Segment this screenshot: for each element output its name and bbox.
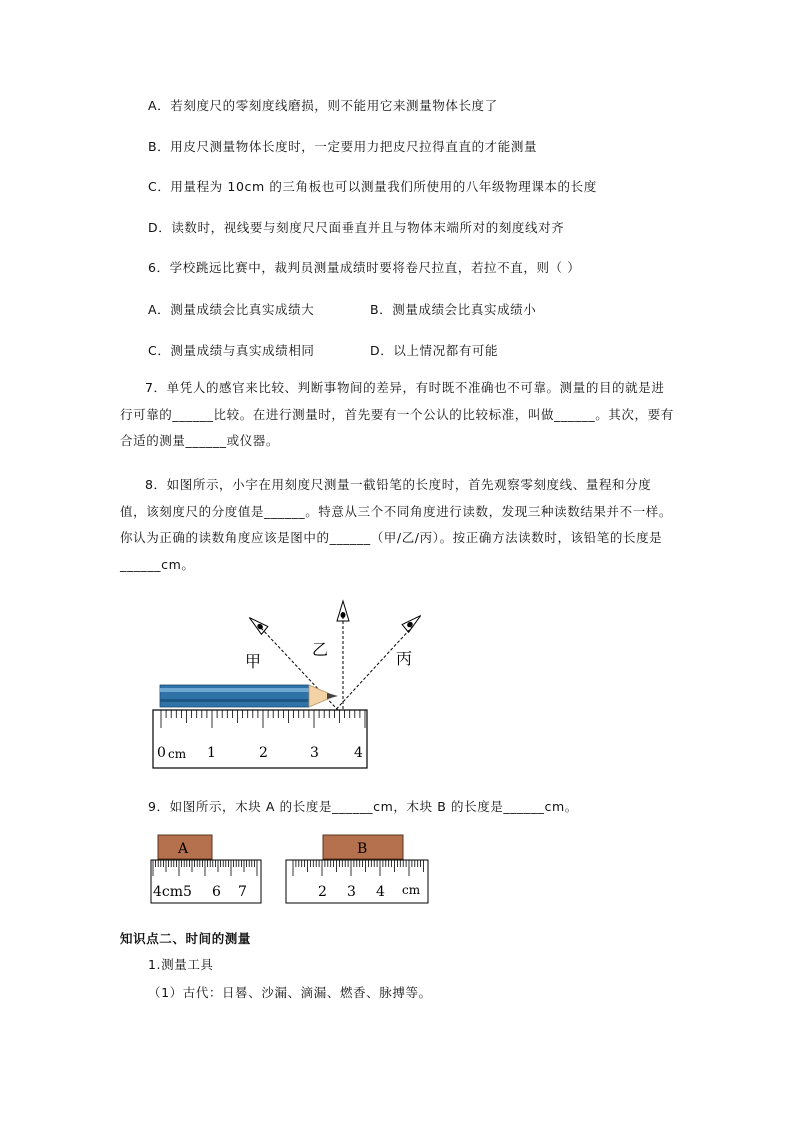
question-8: 8．如图所示，小宇在用刻度尺测量一截铅笔的长度时，首先观察零刻度线、量程和分度值，该刻度尺的分度值是______。特意从三个不同角度进行读数，发现三种读数结果并不一样。你认为正确的读数角度应该是图中的______（甲/乙/丙）。按正确方法读数时，该铅笔的长度是______cm。 — [120, 477, 673, 572]
ruler — [153, 710, 367, 768]
block-b-label: B — [357, 841, 368, 857]
option-6d: D．以上情况都有可能 — [370, 343, 499, 358]
option-5a: A．若刻度尺的零刻度线磨损，则不能用它来测量物体长度了 — [148, 98, 498, 113]
ruler-number-2: 2 — [259, 745, 268, 761]
option-6b: B．测量成绩会比真实成绩小 — [370, 302, 537, 317]
block-b-figure — [283, 834, 433, 906]
ruler-b-label-4: 4 — [376, 884, 385, 900]
section-item-1: 1.测量工具 — [148, 957, 214, 972]
option-5c: C．用量程为 10cm 的三角板也可以测量我们所使用的八年级物理课本的长度 — [148, 179, 597, 194]
eye-icon-yi — [337, 601, 349, 621]
ruler-b-label-2: 2 — [318, 884, 327, 900]
section-heading: 知识点二、时间的测量 — [120, 931, 252, 946]
option-6c: C．测量成绩与真实成绩相同 — [148, 343, 315, 358]
eye-icon-bing — [402, 612, 424, 633]
question-7: 7．单凭人的感官来比较、判断事物间的差异，有时既不准确也不可靠。测量的目的就是进行可靠的______比较。在进行测量时，首先要有一个公认的比较标准，叫做______。其次，要有合适的测量______或仪器。 — [120, 380, 674, 448]
eye-label-bing: 丙 — [396, 649, 413, 668]
eye-label-yi: 乙 — [312, 640, 329, 659]
ruler-b-label-3: 3 — [347, 884, 356, 900]
question-6-stem: 6．学校跳远比赛中，裁判员测量成绩时要将卷尺拉直，若拉不直，则（ ） — [148, 260, 581, 275]
ruler-a-label-6: 6 — [212, 884, 221, 900]
ruler-number-3: 3 — [310, 745, 319, 761]
eye-label-jia: 甲 — [245, 652, 262, 671]
option-5b: B．用皮尺测量物体长度时，一定要用力把皮尺拉得直直的才能测量 — [148, 139, 538, 154]
option-6a: A．测量成绩会比真实成绩大 — [148, 302, 315, 317]
block-a-label: A — [178, 841, 189, 857]
section-item-1-sub: （1）古代：日晷、沙漏、滴漏、燃香、脉搏等。 — [148, 985, 432, 1000]
block-a-figure — [148, 834, 266, 906]
ruler-a-label-4cm5: 4cm5 — [153, 884, 192, 900]
pencil — [160, 685, 338, 707]
pencil-ruler-figure — [145, 598, 413, 774]
question-9: 9．如图所示，木块 A 的长度是______cm，木块 B 的长度是______cm。 — [148, 799, 578, 814]
ruler-a-label-7: 7 — [238, 884, 247, 900]
ruler-unit-cm: cm — [168, 747, 187, 761]
option-5d: D．读数时，视线要与刻度尺尺面垂直并且与物体末端所对的刻度线对齐 — [148, 220, 565, 235]
ruler-number-4: 4 — [354, 745, 363, 761]
ruler-b-unit: cm — [402, 883, 421, 897]
ruler-number-1: 1 — [207, 745, 216, 761]
eye-icon-jia — [246, 614, 268, 635]
ruler-number-0: 0 — [157, 745, 166, 761]
